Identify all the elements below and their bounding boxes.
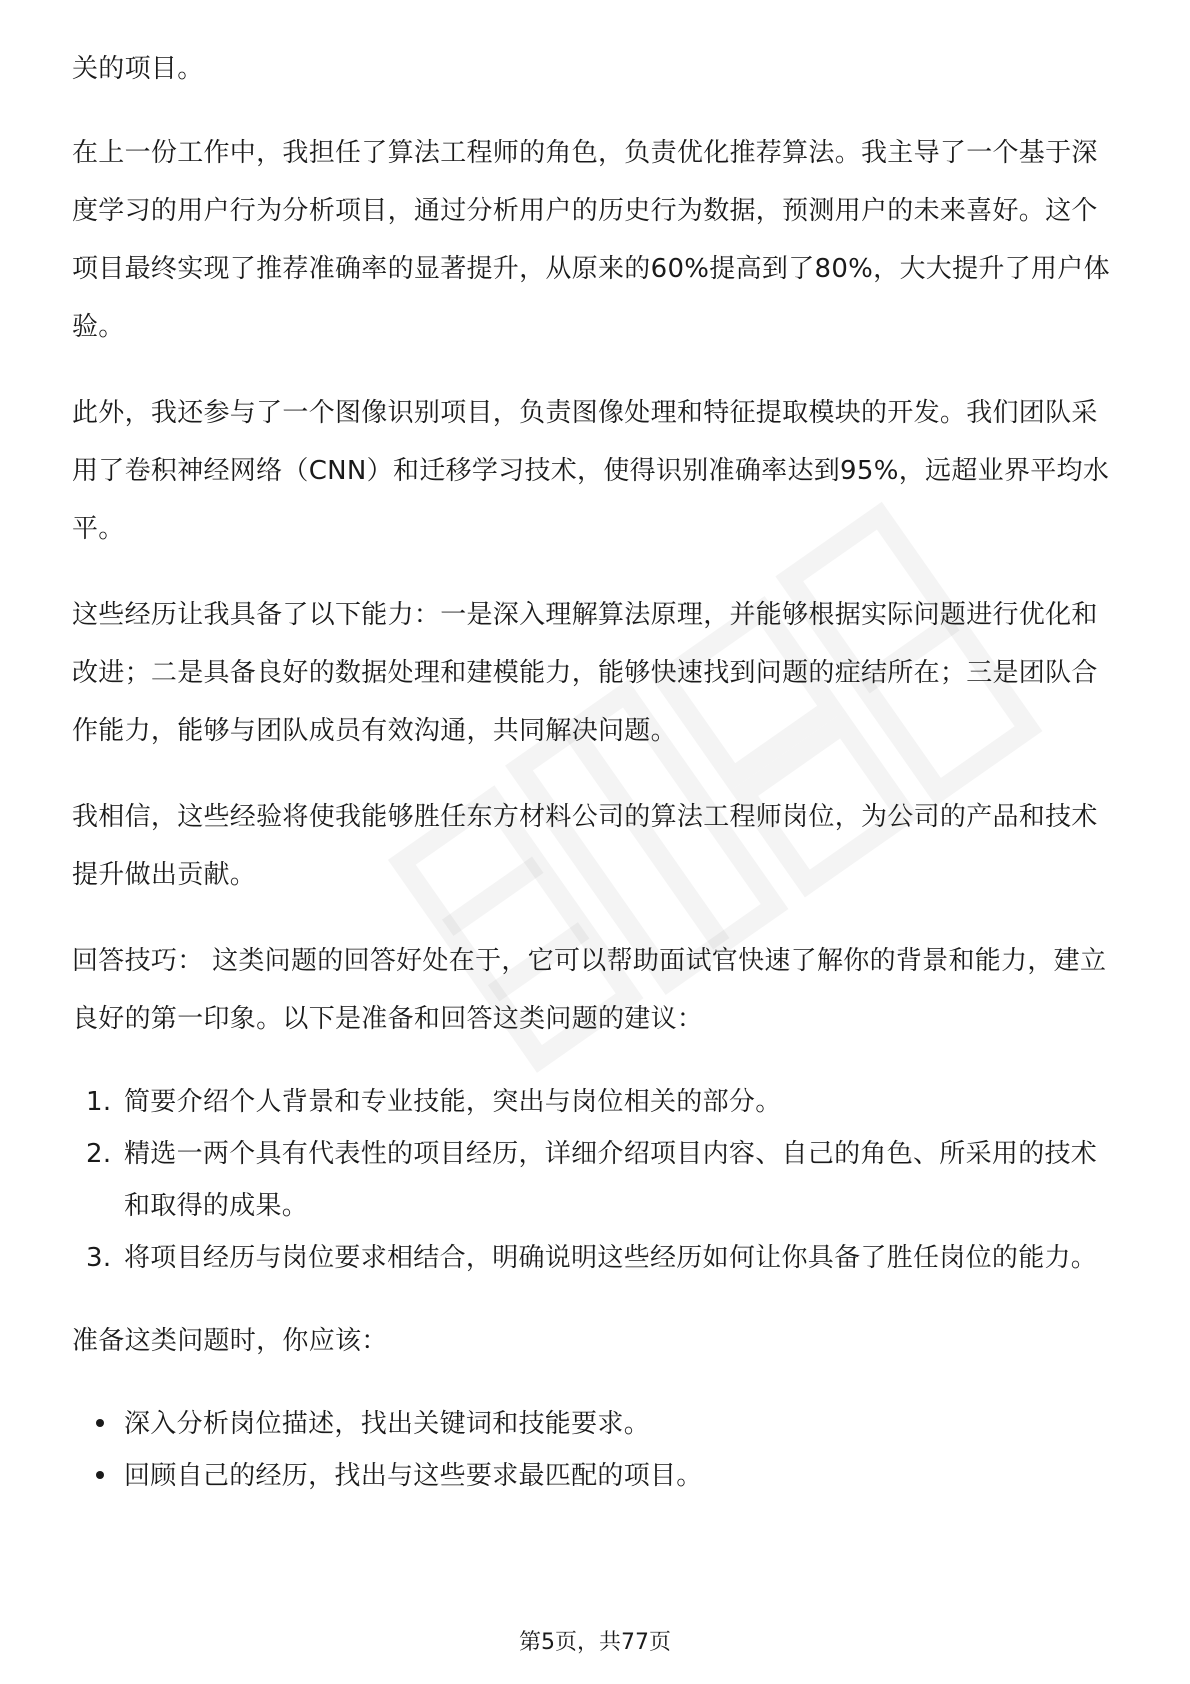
paragraph-continuation: 关的项目。: [72, 54, 204, 84]
list-item: [72, 1128, 1122, 1232]
bullet-list: [72, 1398, 1122, 1502]
list-item-text: 简要介绍个人背景和专业技能，突出与岗位相关的部分。: [124, 1087, 782, 1117]
list-item-text: 回顾自己的经历，找出与这些要求最匹配的项目。: [124, 1461, 703, 1491]
list-item: [72, 1076, 1122, 1128]
list-item-text: 精选一两个具有代表性的项目经历，详细介绍项目内容、自己的角色、所采用的技术和取得的成果。: [124, 1139, 1098, 1221]
list-item: [72, 1398, 1122, 1450]
list-number: 2.: [86, 1139, 112, 1169]
list-number: 3.: [86, 1243, 112, 1273]
bullet-dot-icon: [96, 1398, 130, 1450]
list-item: [72, 1232, 1122, 1284]
list-number: 1.: [86, 1087, 112, 1117]
numbered-list: [72, 1076, 1122, 1284]
paragraph-abilities: 这些经历让我具备了以下能力：一是深入理解算法原理，并能够根据实际问题进行优化和改进；二是具备良好的数据处理和建模能力，能够快速找到问题的症结所在；三是团队合作能力，能够与团队成员有效沟通，共同解决问题。: [72, 600, 1098, 746]
list-item-text: 深入分析岗位描述，找出关键词和技能要求。: [124, 1409, 651, 1439]
paragraph-previous-job: 在上一份工作中，我担任了算法工程师的角色，负责优化推荐算法。我主导了一个基于深度学习的用户行为分析项目，通过分析用户的历史行为数据，预测用户的未来喜好。这个项目最终实现了推荐准确率的显著提升，从原来的60%提高到了80%，大大提升了用户体验。: [72, 138, 1110, 342]
page-number-footer: 第5页，共77页: [519, 1630, 671, 1655]
paragraph-image-recognition: 此外，我还参与了一个图像识别项目，负责图像处理和特征提取模块的开发。我们团队采用了卷积神经网络（CNN）和迁移学习技术，使得识别准确率达到95%，远超业界平均水平。: [72, 398, 1110, 544]
paragraph-prep-heading: 准备这类问题时，你应该：: [72, 1326, 388, 1356]
list-item-text: 将项目经历与岗位要求相结合，明确说明这些经历如何让你具备了胜任岗位的能力。: [124, 1243, 1098, 1273]
paragraph-answer-tips: 回答技巧： 这类问题的回答好处在于，它可以帮助面试官快速了解你的背景和能力，建立良好的第一印象。以下是准备和回答这类问题的建议：: [72, 946, 1107, 1034]
list-item: [72, 1450, 1122, 1502]
paragraph-conclusion: 我相信，这些经验将使我能够胜任东方材料公司的算法工程师岗位，为公司的产品和技术提升做出贡献。: [72, 802, 1098, 890]
bullet-dot-icon: [96, 1450, 130, 1502]
document-body: [72, 40, 1122, 1530]
